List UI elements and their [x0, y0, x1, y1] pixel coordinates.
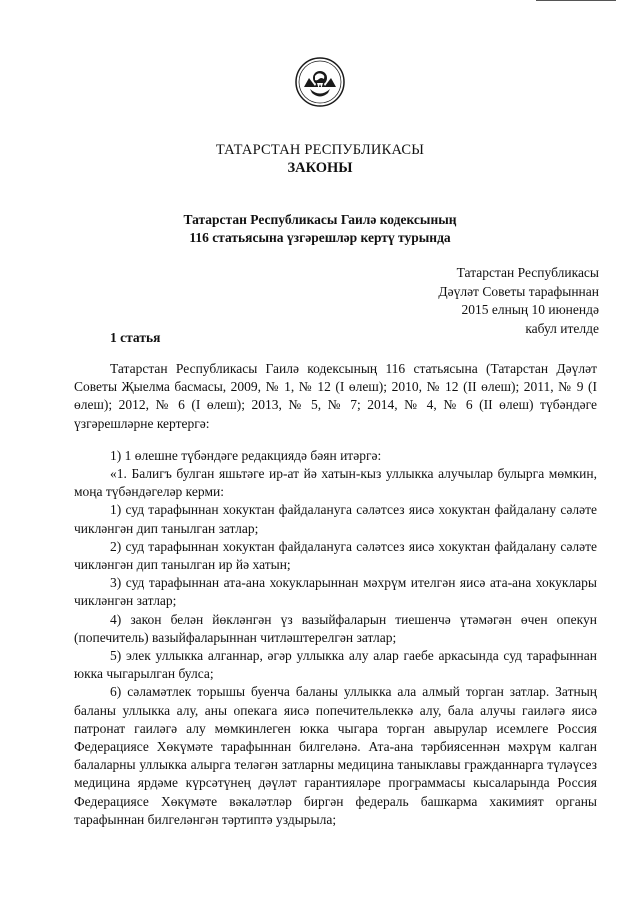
adoption-line-4: кабул ителде	[525, 320, 599, 336]
list-item: 2) суд тарафыннан хокуктан файдалануга сәләтсез яисә хокуктан файдалану сәләте чикләнгән дип танылган ир йә хатын;	[74, 538, 597, 573]
adoption-line-2: Дәүләт Советы тарафыннан	[438, 283, 599, 299]
adoption-block	[438, 264, 599, 338]
law-type: ЗАКОНЫ	[287, 160, 353, 176]
list-item: 6) сәламәтлек торышы буенча баланы уллыкка ала алмый торган затлар. Затның баланы уллыкка алу, аны опекага яисә попечительлеккә алу, бала алучы гаиләгә яисә патронат гаиләгә алу мөмкинлеген юкка чыгара торган авырулар исемлеге Россия Федерациясе Хөкүмәте тарафыннан билгеләнә. Ата-ана тәрбиясеннән мәхрүм калган балаларны уллыкка алырга теләгән затларны медицина таныклавы гражданнарга түләүсез медицина ярдәме күрсәтүнең дәүләт гарантияләре программасы кысаларында Россия Федерациясе Хөкүмәте вәкаләтләр биргән федераль башкарма хакимият органы тарафыннан билгеләнгән тәртиптә уздырыла;	[74, 684, 597, 827]
adoption-line-1: Татарстан Республикасы	[456, 265, 599, 280]
list-item: 4) закон белән йөкләнгән үз вазыйфаларын тиешенчә үтәмәгән өчен опекун (попечитель) вазыйфаларыннан читләштерелгән затлар;	[74, 611, 597, 645]
intro-paragraph: Татарстан Республикасы Гаилә кодексының 116 статьясына (Татарстан Дәүләт Советы Җыелма басмасы, 2009, № 1, № 12 (I өлеш); 2010, № 12 (II өлеш); 2011, № 9 (I өлеш); 2012, № 6 (I өлеш); 2013, № 5, № 7; 2014, № 4, № 6 (II өлеш) түбәндәге үзгәрешләрне кертергә:	[74, 361, 597, 431]
item-1-paragraph: 1) 1 өлешне түбәндәге редакциядә бәян итәргә:	[110, 448, 382, 463]
adoption-line-3: 2015 елның 10 июнендә	[461, 302, 599, 317]
article-heading: 1 статья	[110, 330, 161, 345]
list-item: 1) суд тарафыннан хокуктан файдалануга сәләтсез яисә хокуктан файдалану сәләте чикләнгән дип танылган затлар;	[74, 502, 597, 536]
tatarstan-coat-of-arms-icon	[295, 57, 345, 107]
republic-name: ТАТАРСТАН РЕСПУБЛИКАСЫ	[215, 142, 425, 158]
law-title-line-1: Татарстан Республикасы Гаилә кодексының	[183, 212, 457, 227]
amendment-text	[74, 465, 597, 829]
list-item: 5) элек уллыкка алганнар, әгәр уллыкка алу алар гаебе аркасында суд тарафыннан юкка чыгарылган булса;	[74, 648, 597, 682]
law-title-line-2: 116 статьясына үзгәрешләр кертү турында	[189, 230, 451, 245]
list-item: 3) суд тарафыннан ата-ана хокукларыннан мәхрүм ителгән яисә ата-ана хокуклары чикләнгән затлар;	[74, 575, 597, 609]
scan-edge-line	[536, 0, 616, 1]
quoted-paragraph: «1. Балигъ булган яшьтәге ир-ат йә хатын-кыз уллыкка алучылар булырга мөмкин, моңа түбәндәгеләр керми:	[74, 466, 597, 500]
